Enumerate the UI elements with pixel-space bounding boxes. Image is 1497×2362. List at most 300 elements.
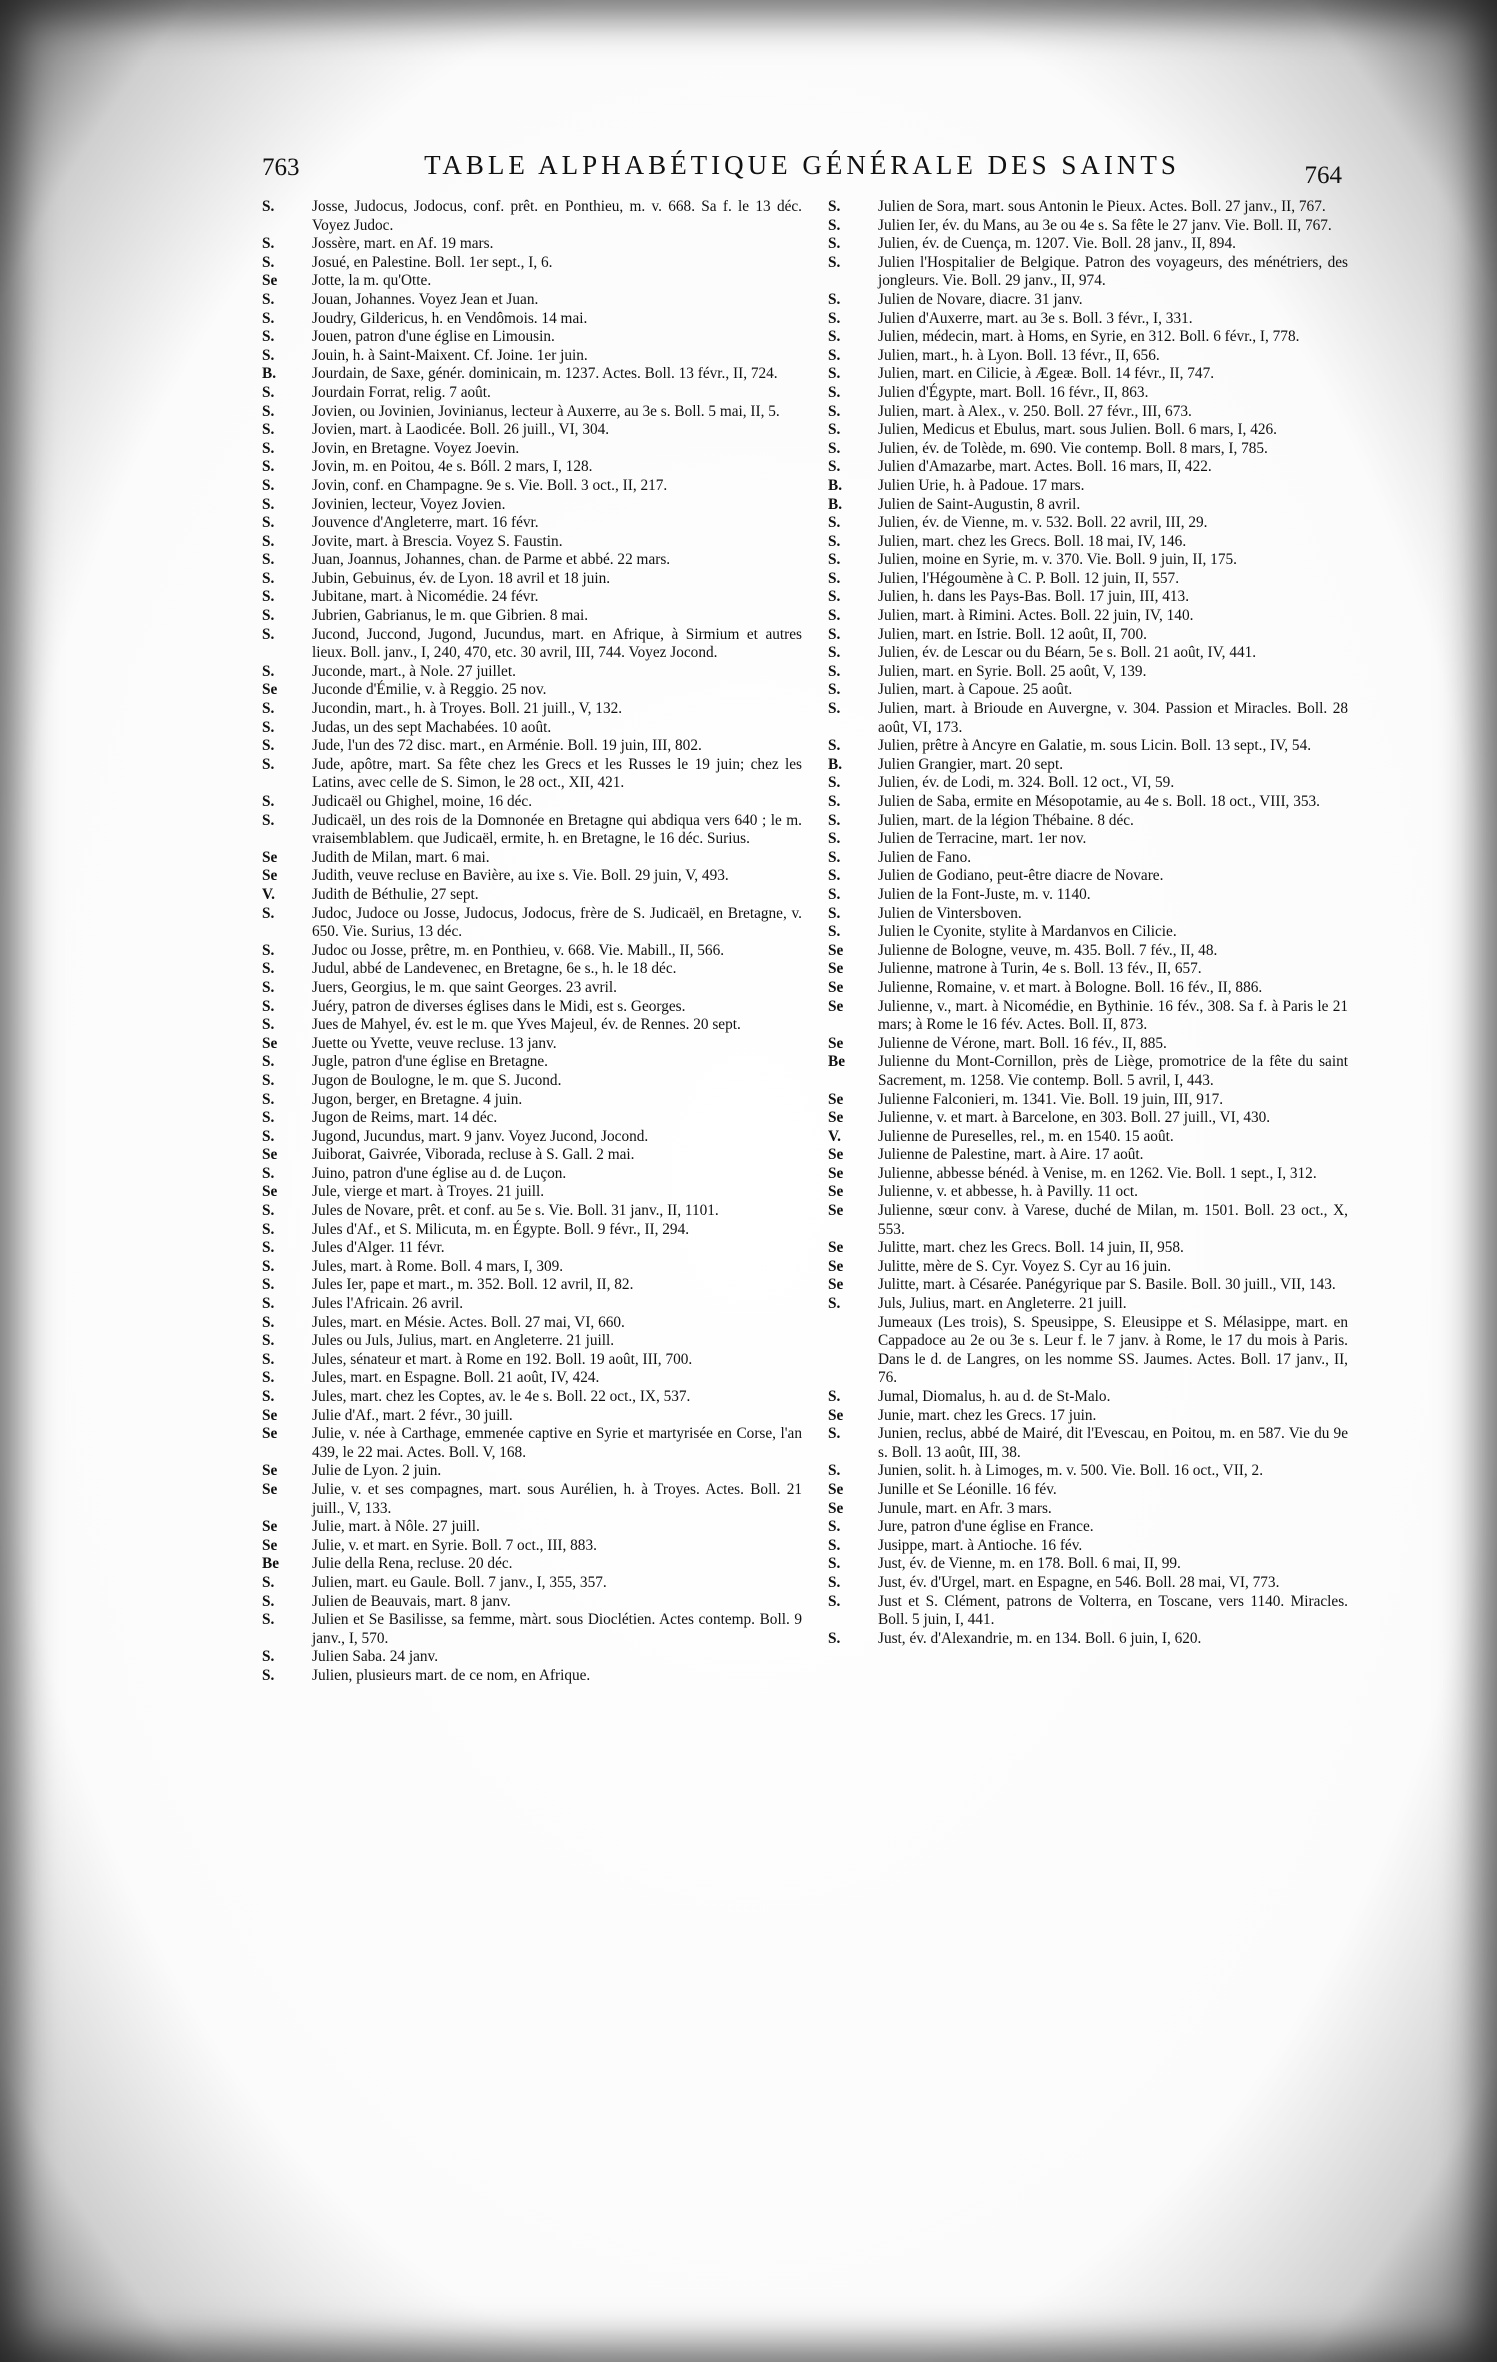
index-entry [262, 1462, 802, 1481]
entry-text: Juino, patron d'une église au d. de Luçon. [312, 1164, 567, 1182]
entry-text: Judicaël ou Ghighel, moine, 16 déc. [312, 793, 533, 810]
index-entry [262, 272, 802, 291]
entry-title-abbrev: S. [828, 1518, 841, 1536]
index-entry [828, 365, 1348, 384]
entry-text: Jugon de Boulogne, le m. que S. Jucond. [312, 1071, 562, 1089]
index-entry [262, 1202, 802, 1221]
entry-text: Julien, mart. à Rimini. Actes. Boll. 22 juin, IV, 140. [878, 607, 1194, 625]
entry-title-abbrev: S. [828, 811, 841, 829]
index-entry [828, 700, 1348, 737]
index-entry [262, 1276, 802, 1295]
index-entry [262, 663, 802, 682]
index-entry [262, 1593, 802, 1612]
entry-title-abbrev: B. [262, 365, 277, 383]
entry-text: Judoc ou Josse, prêtre, m. en Ponthieu, v. 668. Vie. Mabill., II, 566. [312, 941, 725, 959]
entry-title-abbrev: V. [262, 885, 275, 903]
index-entry [828, 644, 1348, 663]
entry-text: Julie, v. et ses compagnes, mart. sous Aurélien, h. à Troyes. Actes. Boll. 21 juill., V, 133. [312, 1480, 802, 1517]
left-column [262, 198, 802, 1686]
entry-title-abbrev: S. [828, 885, 841, 903]
entry-title-abbrev: B. [828, 755, 843, 773]
entry-title-abbrev: B. [828, 495, 843, 513]
entry-text: Jugon, berger, en Bretagne. 4 juin. [312, 1090, 523, 1108]
index-entry [828, 551, 1348, 570]
entry-text: Julien, l'Hégoumène à C. P. Boll. 12 juin, II, 557. [878, 569, 1180, 587]
entry-title-abbrev: S. [828, 309, 841, 327]
index-entry [828, 235, 1348, 254]
entry-text: Junien, reclus, abbé de Mairé, dit l'Evescau, en Poitou, m. en 587. Vie du 9e s. Boll. 13 août, III, 38. [878, 1425, 1348, 1461]
entry-text: Joudry, Gildericus, h. en Vendômois. 14 mai. [312, 309, 588, 327]
entry-text: Junie, mart. chez les Grecs. 17 juin. [878, 1406, 1097, 1424]
entry-text: Judas, un des sept Machabées. 10 août. [312, 718, 552, 736]
entry-text: Juconde d'Émilie, v. à Reggio. 25 nov. [312, 681, 547, 699]
index-entry [828, 1276, 1348, 1295]
index-entry [828, 1258, 1348, 1277]
index-entry [262, 570, 802, 589]
entry-title-abbrev: S. [828, 774, 841, 792]
index-entry [828, 830, 1348, 849]
index-entry [262, 979, 802, 998]
entry-text: Junille et Se Léonille. 16 fév. [878, 1480, 1057, 1498]
entry-text: Julienne, v. et mart. à Barcelone, en 303. Boll. 27 juill., VI, 430. [878, 1109, 1271, 1127]
page-number-right: 764 [1304, 162, 1342, 189]
entry-title-abbrev: Se [262, 1518, 278, 1536]
entry-text: Jule, vierge et mart. à Troyes. 21 juill. [312, 1183, 545, 1201]
entry-text: Jubrien, Gabrianus, le m. que Gibrien. 8 mai. [312, 607, 589, 625]
entry-text: Julien d'Auxerre, mart. au 3e s. Boll. 3 févr., I, 331. [878, 309, 1193, 327]
index-entry [828, 458, 1348, 477]
entry-title-abbrev: S. [262, 1257, 275, 1275]
index-entry [828, 217, 1348, 236]
index-entry [828, 960, 1348, 979]
entry-text: Jules de Novare, prêt. et conf. au 5e s. Vie. Boll. 31 janv., II, 1101. [312, 1202, 719, 1220]
index-entry [828, 514, 1348, 533]
entry-text: Jules d'Alger. 11 févr. [312, 1239, 445, 1257]
running-title: TABLE ALPHABÉTIQUE GÉNÉRALE DES SAINTS [424, 150, 1180, 180]
entry-text: Julien, mart. à Capoue. 25 août. [878, 681, 1073, 699]
entry-text: Julien, mart., h. à Lyon. Boll. 13 févr., II, 656. [878, 346, 1160, 364]
entry-title-abbrev: S. [828, 198, 841, 215]
index-entry [262, 942, 802, 961]
entry-title-abbrev: Se [262, 1183, 278, 1201]
index-entry [828, 812, 1348, 831]
entry-text: Jusippe, mart. à Antioche. 16 fév. [878, 1536, 1083, 1554]
index-entry [828, 1202, 1348, 1239]
entry-title-abbrev: S. [262, 1295, 275, 1313]
index-entry [828, 588, 1348, 607]
entry-title-abbrev: Se [828, 1034, 844, 1052]
entry-text: Julien Grangier, mart. 20 sept. [878, 755, 1064, 773]
index-entry [262, 700, 802, 719]
entry-title-abbrev: Se [828, 1090, 844, 1108]
entry-text: Josse, Judocus, Jodocus, conf. prêt. en Ponthieu, m. v. 668. Sa f. le 13 déc. Voyez Judoc. [312, 198, 802, 234]
entry-title-abbrev: S. [262, 588, 275, 606]
entry-text: Just, év. d'Urgel, mart. en Espagne, en 546. Boll. 28 mai, VI, 773. [878, 1573, 1280, 1591]
entry-title-abbrev: S. [828, 383, 841, 401]
entry-title-abbrev: S. [262, 198, 275, 215]
entry-title-abbrev: S. [828, 421, 841, 439]
entry-title-abbrev: S. [262, 532, 275, 550]
entry-title-abbrev: S. [828, 532, 841, 550]
index-entry [262, 1221, 802, 1240]
entry-text: Juls, Julius, mart. en Angleterre. 21 juill. [878, 1295, 1127, 1313]
index-entry [828, 998, 1348, 1035]
entry-title-abbrev: Se [262, 1480, 278, 1498]
entry-title-abbrev: Se [828, 1480, 844, 1498]
index-entry [262, 588, 802, 607]
entry-text: Judul, abbé de Landevenec, en Bretagne, 6e s., h. le 18 déc. [312, 960, 677, 978]
entry-text: Jovien, ou Jovinien, Jovinianus, lecteur à Auxerre, au 3e s. Boll. 5 mai, II, 5. [312, 402, 780, 420]
entry-title-abbrev: Se [262, 1406, 278, 1424]
entry-text: Juan, Joannus, Johannes, chan. de Parme et abbé. 22 mars. [312, 551, 671, 569]
index-entry [262, 1146, 802, 1165]
entry-text: Julien de Sora, mart. sous Antonin le Pieux. Actes. Boll. 27 janv., II, 767. [878, 198, 1326, 215]
index-entry [262, 867, 802, 886]
index-entry [262, 551, 802, 570]
entry-title-abbrev: S. [262, 569, 275, 587]
index-entry [828, 421, 1348, 440]
index-entry [262, 310, 802, 329]
entry-text: Just et S. Clément, patrons de Volterra, en Toscane, vers 1140. Miracles. Boll. 5 juin, I, 441. [878, 1592, 1348, 1629]
entry-text: Julien de Terracine, mart. 1er nov. [878, 830, 1087, 848]
entry-title-abbrev: S. [828, 644, 841, 662]
index-entry [262, 1369, 802, 1388]
index-entry [828, 291, 1348, 310]
entry-title-abbrev: B. [828, 476, 843, 494]
index-entry [262, 681, 802, 700]
entry-text: Julien de Godiano, peut-être diacre de Novare. [878, 867, 1164, 885]
entry-title-abbrev: S. [262, 1666, 275, 1684]
index-entry [828, 886, 1348, 905]
entry-title-abbrev: S. [262, 495, 275, 513]
index-entry [828, 1091, 1348, 1110]
entry-text: Julien de la Font-Juste, m. v. 1140. [878, 885, 1091, 903]
index-entry [828, 1481, 1348, 1500]
index-entry [828, 942, 1348, 961]
index-entry [828, 1295, 1348, 1314]
entry-title-abbrev: Se [828, 1183, 844, 1201]
entry-title-abbrev: S. [828, 458, 841, 476]
entry-title-abbrev: S. [828, 848, 841, 866]
index-entry [262, 384, 802, 403]
entry-text: Julien Urie, h. à Padoue. 17 mars. [878, 476, 1085, 494]
index-entry [262, 1555, 802, 1574]
index-entry [828, 1518, 1348, 1537]
entry-text: Julie, v. et mart. en Syrie. Boll. 7 oct., III, 883. [312, 1536, 597, 1554]
index-entry [828, 979, 1348, 998]
entry-text: Judith de Milan, mart. 6 mai. [312, 848, 490, 866]
index-entry [828, 477, 1348, 496]
entry-text: Julien Saba. 24 janv. [312, 1648, 439, 1666]
index-entry [262, 1165, 802, 1184]
index-entry [828, 347, 1348, 366]
index-entry [828, 867, 1348, 886]
entry-text: Julien, mart. à Brioude en Auvergne, v. 304. Passion et Miracles. Boll. 28 août, VI, 173. [878, 700, 1348, 736]
index-entry [262, 737, 802, 756]
entry-text: Jourdain Forrat, relig. 7 août. [312, 383, 491, 401]
entry-text: Julienne de Bologne, veuve, m. 435. Boll. 7 fév., II, 48. [878, 941, 1218, 959]
entry-text: Julien et Se Basilisse, sa femme, màrt. sous Dioclétien. Actes contemp. Boll. 9 janv., I, 570. [312, 1611, 802, 1647]
entry-text: Jovin, m. en Poitou, 4e s. Bóll. 2 mars, I, 128. [312, 458, 593, 476]
index-entry [262, 793, 802, 812]
entry-title-abbrev: S. [262, 402, 275, 420]
entry-text: Julien, év. de Lescar ou du Béarn, 5e s. Boll. 21 août, IV, 441. [878, 644, 1257, 662]
entry-title-abbrev: S. [828, 569, 841, 587]
entry-text: Julienne de Pureselles, rel., m. en 1540. 15 août. [878, 1127, 1174, 1145]
entry-text: Jules, mart. en Mésie. Actes. Boll. 27 mai, VI, 660. [312, 1313, 625, 1331]
entry-text: Jouvence d'Angleterre, mart. 16 févr. [312, 514, 539, 532]
entry-title-abbrev: Se [828, 1146, 844, 1164]
entry-title-abbrev: S. [262, 625, 275, 643]
entry-text: Jumal, Diomalus, h. au d. de St-Malo. [878, 1388, 1111, 1405]
entry-text: Julien l'Hospitalier de Belgique. Patron des voyageurs, des ménétriers, des jongleurs. Vie. Boll. 29 janv., II, 974. [878, 253, 1348, 290]
index-entry [262, 719, 802, 738]
entry-text: Julien, mart. en Istrie. Boll. 12 août, II, 700. [878, 625, 1147, 643]
entry-text: Jucondin, mart., h. à Troyes. Boll. 21 juill., V, 132. [312, 700, 623, 718]
entry-text: Jouen, patron d'une église en Limousin. [312, 328, 555, 346]
index-entry [828, 1239, 1348, 1258]
entry-title-abbrev: S. [262, 309, 275, 327]
entry-title-abbrev: S. [262, 551, 275, 569]
entry-title-abbrev: S. [262, 793, 275, 810]
entry-text: Judith de Béthulie, 27 sept. [312, 885, 479, 903]
entry-title-abbrev: S. [262, 1090, 275, 1108]
index-entry [828, 403, 1348, 422]
entry-title-abbrev: S. [262, 383, 275, 401]
entry-text: Julienne, sœur conv. à Varese, duché de Milan, m. 1501. Boll. 23 oct., X, 553. [878, 1202, 1348, 1238]
entry-title-abbrev: S. [262, 1276, 275, 1294]
entry-text: Julie, v. née à Carthage, emmenée captive en Syrie et martyrisée en Corse, l'an 439, le 22 mai. Actes. Boll. V, 168. [312, 1425, 802, 1461]
entry-text: Julien, év. de Tolède, m. 690. Vie contemp. Boll. 8 mars, I, 785. [878, 439, 1268, 457]
index-entry [828, 793, 1348, 812]
entry-title-abbrev: S. [828, 793, 841, 810]
entry-text: Just, év. de Vienne, m. en 178. Boll. 6 mai, II, 99. [878, 1555, 1181, 1573]
entry-text: Julitte, mère de S. Cyr. Voyez S. Cyr au 16 juin. [878, 1257, 1172, 1275]
entry-text: Jules d'Af., et S. Milicuta, m. en Égypte. Boll. 9 févr., II, 294. [312, 1220, 690, 1238]
index-entry [828, 663, 1348, 682]
index-entry [262, 756, 802, 793]
entry-title-abbrev: S. [262, 1313, 275, 1331]
index-entry [828, 756, 1348, 775]
index-entry [828, 570, 1348, 589]
entry-text: Julien le Cyonite, stylite à Mardanvos en Cilicie. [878, 923, 1177, 941]
index-entry [262, 291, 802, 310]
index-entry [828, 681, 1348, 700]
index-entry [828, 328, 1348, 347]
index-entry [828, 1183, 1348, 1202]
index-entry [262, 1407, 802, 1426]
entry-title-abbrev: S. [828, 551, 841, 569]
index-entry [262, 626, 802, 663]
entry-text: Julien, mart. chez les Grecs. Boll. 18 mai, IV, 146. [878, 532, 1187, 550]
index-entry [262, 1351, 802, 1370]
entry-text: Julien, médecin, mart. à Homs, en Syrie, en 312. Boll. 6 févr., I, 778. [878, 328, 1300, 346]
entry-text: Jules, sénateur et mart. à Rome en 192. Boll. 19 août, III, 700. [312, 1350, 693, 1368]
right-column [828, 198, 1348, 1648]
entry-title-abbrev: Se [262, 848, 278, 866]
entry-text: Julien, moine en Syrie, m. v. 370. Vie. Boll. 9 juin, II, 175. [878, 551, 1237, 569]
index-entry [828, 254, 1348, 291]
entry-title-abbrev: Se [262, 867, 278, 885]
entry-text: Julienne, matrone à Turin, 4e s. Boll. 13 fév., II, 657. [878, 960, 1202, 978]
entry-title-abbrev: S. [828, 625, 841, 643]
entry-text: Juéry, patron de diverses églises dans le Midi, est s. Georges. [312, 997, 686, 1015]
entry-text: Julien de Vintersboven. [878, 904, 1022, 922]
entry-text: Julie, mart. à Nôle. 27 juill. [312, 1518, 480, 1536]
entry-text: Julien, év. de Cuença, m. 1207. Vie. Boll. 28 janv., II, 894. [878, 235, 1236, 253]
entry-title-abbrev: S. [828, 402, 841, 420]
index-entry [262, 1258, 802, 1277]
entry-title-abbrev: Be [828, 1053, 845, 1071]
index-entry [262, 1611, 802, 1648]
entry-text: Jovin, en Bretagne. Voyez Joevin. [312, 439, 520, 457]
index-entry [262, 1128, 802, 1147]
entry-title-abbrev: S. [262, 1350, 275, 1368]
index-entry [262, 198, 802, 235]
entry-text: Jumeaux (Les trois), S. Speusippe, S. Eleusippe et S. Mélasippe, mart. en Cappadoce au 2e ou 3e s. Leur f. le 7 janv. à Rome, le 17 du mois à Paris. Dans le d. de Langres, on les nomme SS. Jaumes. Actes. Boll. 17 janv., II, 76. [878, 1313, 1348, 1387]
page-header [262, 150, 1342, 190]
index-entry [828, 1630, 1348, 1649]
entry-title-abbrev: Se [262, 272, 278, 290]
entry-title-abbrev: S. [828, 235, 841, 253]
entry-text: Jues de Mahyel, év. est le m. que Yves Majeul, év. de Rennes. 20 sept. [312, 1016, 741, 1034]
index-entry [828, 533, 1348, 552]
entry-text: Jugond, Jucundus, mart. 9 janv. Voyez Jucond, Jocond. [312, 1127, 649, 1145]
index-entry [262, 496, 802, 515]
entry-title-abbrev: S. [262, 700, 275, 718]
entry-text: Jules ou Juls, Julius, mart. en Angleterre. 21 juill. [312, 1332, 615, 1350]
index-entry [262, 886, 802, 905]
entry-title-abbrev: S. [262, 662, 275, 680]
index-entry [262, 1314, 802, 1333]
entry-title-abbrev: Se [828, 960, 844, 978]
entry-text: Jugle, patron d'une église en Bretagne. [312, 1053, 548, 1071]
entry-title-abbrev: S. [262, 514, 275, 532]
index-entry [262, 1648, 802, 1667]
entry-title-abbrev: S. [262, 253, 275, 271]
entry-title-abbrev: Se [828, 978, 844, 996]
entry-title-abbrev: S. [262, 421, 275, 439]
index-entry [828, 1035, 1348, 1054]
entry-title-abbrev: S. [828, 1592, 841, 1610]
entry-text: Juette ou Yvette, veuve recluse. 13 janv. [312, 1034, 557, 1052]
entry-title-abbrev: S. [828, 681, 841, 699]
index-entry [262, 1388, 802, 1407]
entry-text: Julien d'Amazarbe, mart. Actes. Boll. 16 mars, II, 422. [878, 458, 1212, 476]
entry-text: Julienne du Mont-Cornillon, près de Liège, promotrice de la fête du saint Sacrement, m. 1258. Vie contemp. Boll. 5 avril, I, 443. [878, 1053, 1348, 1089]
entry-text: Juiborat, Gaivrée, Viborada, recluse à S. Gall. 2 mai. [312, 1146, 635, 1164]
entry-text: Jules, mart. chez les Coptes, av. le 4e s. Boll. 22 oct., IX, 537. [312, 1388, 691, 1405]
index-entry [262, 960, 802, 979]
index-entry [828, 1314, 1348, 1388]
entry-title-abbrev: S. [828, 253, 841, 271]
entry-text: Judith, veuve recluse en Bavière, au ixe s. Vie. Boll. 29 juin, V, 493. [312, 867, 729, 885]
index-entry [828, 905, 1348, 924]
index-entry [262, 1667, 802, 1686]
index-entry [262, 421, 802, 440]
entry-title-abbrev: S. [262, 1053, 275, 1071]
index-entry [262, 458, 802, 477]
index-entry [828, 774, 1348, 793]
entry-title-abbrev: S. [828, 514, 841, 532]
entry-title-abbrev: S. [828, 1555, 841, 1573]
entry-text: Julienne, abbesse bénéd. à Venise, m. en 1262. Vie. Boll. 1 sept., I, 312. [878, 1164, 1317, 1182]
entry-title-abbrev: S. [262, 755, 275, 773]
entry-title-abbrev: Be [262, 1555, 279, 1573]
index-entry [828, 1407, 1348, 1426]
entry-title-abbrev: S. [828, 904, 841, 922]
index-entry [828, 1425, 1348, 1462]
entry-text: Jure, patron d'une église en France. [878, 1518, 1094, 1536]
entry-text: Jouan, Johannes. Voyez Jean et Juan. [312, 290, 539, 308]
entry-title-abbrev: S. [262, 1220, 275, 1238]
entry-text: Julienne de Palestine, mart. à Aire. 17 août. [878, 1146, 1144, 1164]
entry-text: Julienne de Vérone, mart. Boll. 16 fév., II, 885. [878, 1034, 1167, 1052]
index-entry [828, 1462, 1348, 1481]
entry-text: Julien Ier, év. du Mans, au 3e ou 4e s. Sa fête le 27 janv. Vie. Boll. II, 767. [878, 216, 1332, 234]
entry-text: Jucond, Juccond, Jugond, Jucundus, mart. en Afrique, à Sirmium et autres lieux. Boll. janv., I, 240, 470, etc. 30 avril, III, 744. Voyez Jocond. [312, 625, 802, 662]
entry-title-abbrev: S. [262, 328, 275, 346]
entry-title-abbrev: S. [828, 830, 841, 848]
index-entry [262, 1016, 802, 1035]
entry-title-abbrev: S. [828, 662, 841, 680]
entry-title-abbrev: S. [262, 1648, 275, 1666]
entry-text: Jules l'Africain. 26 avril. [312, 1295, 464, 1313]
entry-text: Julien d'Égypte, mart. Boll. 16 févr., II, 863. [878, 383, 1149, 401]
entry-title-abbrev: S. [262, 960, 275, 978]
index-entry [262, 1239, 802, 1258]
entry-text: Julie d'Af., mart. 2 févr., 30 juill. [312, 1406, 513, 1424]
entry-title-abbrev: S. [262, 997, 275, 1015]
index-entry [262, 1481, 802, 1518]
entry-text: Julien, mart. en Cilicie, à Ægeæ. Boll. 14 févr., II, 747. [878, 365, 1215, 383]
entry-text: Juconde, mart., à Nole. 27 juillet. [312, 662, 516, 680]
entry-text: Josué, en Palestine. Boll. 1er sept., I, 6. [312, 253, 553, 271]
index-entry [262, 1295, 802, 1314]
entry-text: Jovinien, lecteur, Voyez Jovien. [312, 495, 506, 513]
entry-title-abbrev: S. [262, 718, 275, 736]
entry-title-abbrev: Se [828, 1109, 844, 1127]
index-entry [828, 1388, 1348, 1407]
entry-title-abbrev: S. [828, 1573, 841, 1591]
index-entry [262, 1332, 802, 1351]
index-entry [262, 328, 802, 347]
entry-title-abbrev: S. [262, 1202, 275, 1220]
index-entry [262, 812, 802, 849]
index-entry [262, 365, 802, 384]
entry-text: Julien, prêtre à Ancyre en Galatie, m. sous Licin. Boll. 13 sept., IV, 54. [878, 737, 1312, 755]
entry-title-abbrev: S. [262, 1369, 275, 1387]
entry-title-abbrev: S. [262, 1016, 275, 1034]
entry-title-abbrev: S. [262, 1388, 275, 1405]
entry-title-abbrev: Se [262, 1146, 278, 1164]
entry-text: Julien, év. de Vienne, m. v. 532. Boll. 22 avril, III, 29. [878, 514, 1208, 532]
entry-title-abbrev: S. [828, 290, 841, 308]
index-entry [262, 1072, 802, 1091]
entry-text: Julien de Saint-Augustin, 8 avril. [878, 495, 1081, 513]
index-entry [262, 849, 802, 868]
index-entry [828, 923, 1348, 942]
index-entry [828, 310, 1348, 329]
entry-text: Jubitane, mart. à Nicomédie. 24 févr. [312, 588, 539, 606]
entry-title-abbrev: S. [262, 1592, 275, 1610]
entry-text: Jovien, mart. à Laodicée. Boll. 26 juill., VI, 304. [312, 421, 610, 439]
entry-text: Jugon de Reims, mart. 14 déc. [312, 1109, 498, 1127]
index-entry [828, 626, 1348, 645]
entry-text: Julie della Rena, recluse. 20 déc. [312, 1555, 513, 1573]
index-entry [262, 533, 802, 552]
index-entry [828, 737, 1348, 756]
